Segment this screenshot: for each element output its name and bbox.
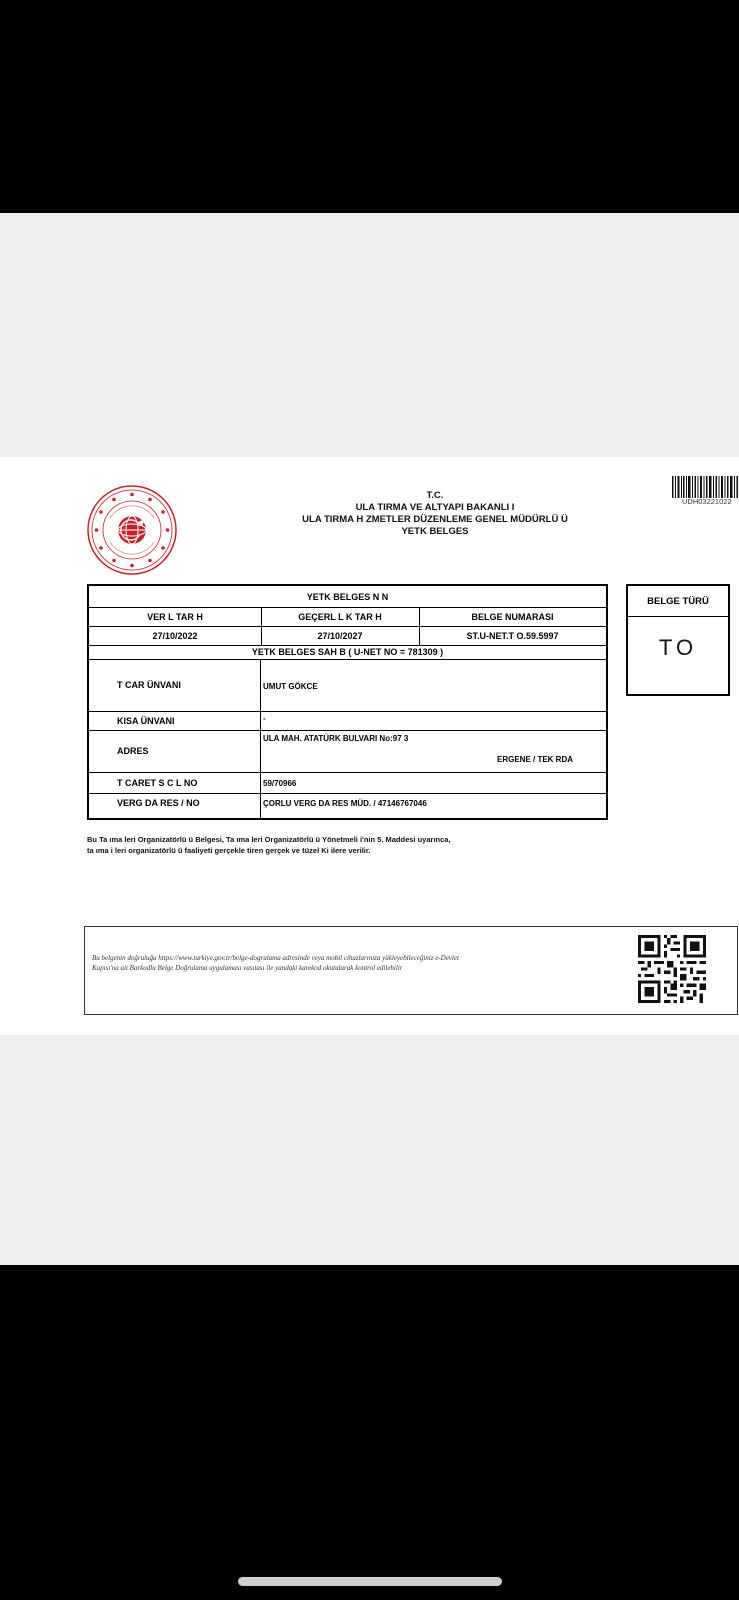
header-tc: T.C. [426, 490, 444, 501]
issue-date-value: 27/10/2022 [152, 631, 198, 641]
header-directorate: ULA TIRMA H ZMETLER DÜZENLEME GENEL MÜDÜRLÜ Ü [302, 514, 568, 525]
row-label-trade-registry: T CARET S C L NO [117, 778, 198, 788]
document-image [0, 457, 739, 1035]
document-type-value: TO [658, 635, 698, 660]
row-label-short-name: KISA ÜNVANI [117, 716, 175, 726]
document-type-label: BELGE TÜRÜ [647, 596, 709, 607]
row-label-address: ADRES [117, 746, 149, 756]
certificate-table [87, 584, 608, 820]
home-indicator[interactable] [238, 1577, 502, 1586]
row-value-trade-name: UMUT GÖKCE [263, 682, 318, 691]
row-value-trade-registry: 59/70966 [263, 779, 297, 788]
row-value-address-district: ERGENE / TEK RDA [497, 755, 574, 764]
document-header [200, 490, 670, 538]
row-value-address: ULA MAH. ATATÜRK BULVARI No:97 3 [263, 734, 409, 743]
ministry-seal-icon [86, 484, 178, 576]
col-header-issue-date: VER L TAR H [147, 612, 203, 622]
legal-note-line-1: Bu Ta ıma leri Organizatörlü ü Belgesi, Ta ıma leri Organizatörlü ü Yönetmeli i'nin 5. Maddesi uyarınca, [87, 835, 451, 844]
verification-line-2: Kapısı'na ait Barkodlu Belge Doğrulama uygulaması vasıtası ile yandaki karekod okutularak kontrol edilebilir [92, 964, 403, 972]
barcode-icon [672, 476, 739, 498]
verification-box [84, 926, 738, 1015]
document-number-value: ST.U-NET.T O.59.5997 [466, 631, 559, 641]
row-value-short-name: - [263, 714, 266, 723]
legal-note-line-2: ta ıma i leri organizatörlü ü faaliyeti gerçekle tiren gerçek ve tüzel Ki ilere verilir. [87, 846, 371, 855]
header-document-title: YETK BELGES [401, 526, 469, 537]
document-type-box [626, 584, 730, 696]
col-header-validity-date: GEÇERL L K TAR H [298, 612, 382, 622]
col-header-document-number: BELGE NUMARASI [471, 612, 554, 622]
row-value-tax-office: ÇORLU VERG DA RES MÜD. / 47146767046 [263, 799, 427, 808]
verification-text [92, 953, 612, 973]
validity-date-value: 27/10/2027 [317, 631, 363, 641]
qr-code-icon [638, 935, 706, 1003]
verification-line-1: Bu belgenin doğruluğu https://www.turkiye.gov.tr/belge-dogrulama adresinde veya mobil cihazlarınıza yükleyebileceğiniz e-Devlet [92, 954, 459, 962]
row-label-trade-name: T CAR ÜNVANI [117, 680, 181, 690]
owner-header: YETK BELGES SAH B ( U-NET NO = 781309 ) [251, 647, 444, 657]
barcode-number: UDH03221022 [682, 497, 732, 506]
legal-note [87, 834, 627, 856]
row-label-tax-office: VERG DA RES / NO [117, 798, 200, 808]
header-ministry: ULA TIRMA VE ALTYAPI BAKANLI I [355, 502, 515, 513]
table-title: YETK BELGES N N [306, 592, 389, 602]
